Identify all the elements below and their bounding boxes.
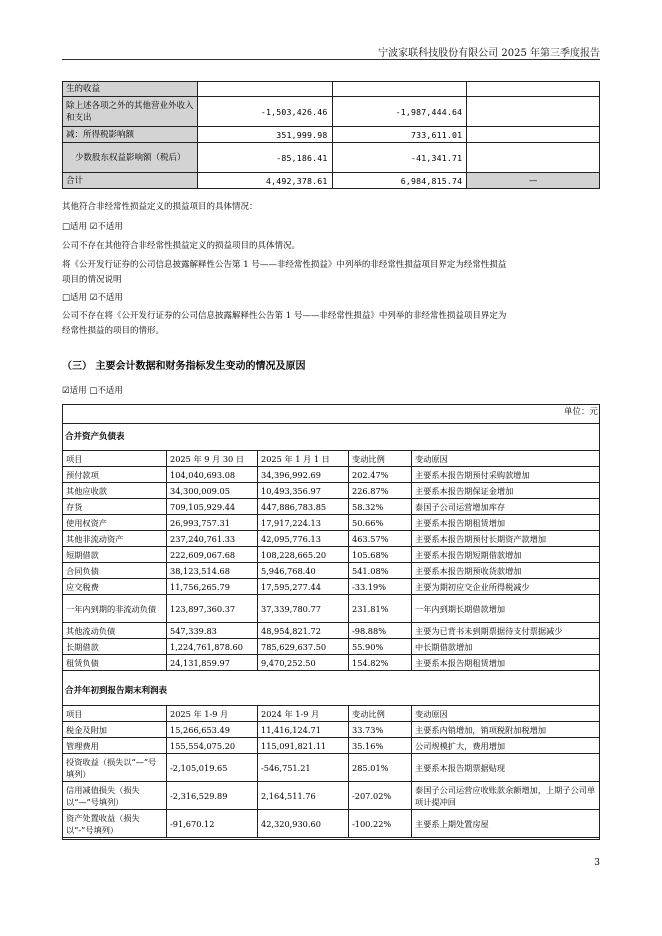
cell-value: -546,751.21 (258, 754, 349, 782)
balance-sheet-title: 合并资产负债表 (65, 432, 125, 442)
column-header: 变动原因 (412, 706, 600, 722)
table-row (63, 127, 600, 143)
row-label: 生的收益 (63, 82, 198, 97)
cell-item: 其他非流动资产 (63, 531, 167, 547)
table-row (63, 563, 600, 579)
row-label: 少数股东权益影响额（税后） (63, 143, 198, 173)
cell-ratio: 55.90% (349, 639, 412, 655)
row-note: — (467, 173, 600, 189)
income-statement-table (62, 705, 600, 838)
nonrecurring-table (62, 81, 600, 189)
cell-ratio: 226.87% (349, 483, 412, 499)
table-header-row (63, 451, 600, 467)
cell-reason: 中长期借款增加 (412, 639, 600, 655)
cell-value: 123,897,360.37 (167, 595, 258, 623)
table-row (63, 97, 600, 127)
cell-item: 其他应收款 (63, 483, 167, 499)
value-current: 4,492,378.61 (197, 173, 332, 189)
value-prior: 6,984,815.74 (332, 173, 467, 189)
column-header: 2025 年 9 月 30 日 (167, 451, 258, 467)
paragraph: 其他符合非经常性损益定义的损益项目的具体情况： (62, 202, 258, 212)
cell-value: 155,554,075.20 (167, 738, 258, 754)
cell-ratio: -33.19% (349, 579, 412, 595)
report-header-title: 宁波家联科技股份有限公司 2025 年第三季度报告 (378, 48, 600, 59)
cell-reason: 泰国子公司运营应收账款余额增加，上期子公司单项计提冲回 (412, 782, 600, 810)
table-row (63, 547, 600, 563)
cell-value: -2,105,019.65 (167, 754, 258, 782)
cell-item: 使用权资产 (63, 515, 167, 531)
column-header: 项目 (63, 706, 167, 722)
cell-value: 115,091,821.11 (258, 738, 349, 754)
cell-value: 222,609,067.68 (167, 547, 258, 563)
cell-ratio: 202.47% (349, 467, 412, 483)
table-row (63, 655, 600, 671)
cell-value: 1,224,761,878.60 (167, 639, 258, 655)
cell-ratio: -100.22% (349, 810, 412, 838)
row-note (467, 127, 600, 143)
cell-value: 104,040,693.08 (167, 467, 258, 483)
cell-value: 9,470,252.50 (258, 655, 349, 671)
row-label: 减：所得税影响额 (63, 127, 198, 143)
table-row (63, 639, 600, 655)
cell-ratio: 285.01% (349, 754, 412, 782)
cell-value: 11,756,265.79 (167, 579, 258, 595)
cell-ratio: 35.16% (349, 738, 412, 754)
value-prior (332, 82, 467, 97)
cell-reason: 主要系内销增加，销项税附加税增加 (412, 722, 600, 738)
table-row (63, 754, 600, 782)
row-label: 合计 (63, 173, 198, 189)
table-row (63, 143, 600, 173)
value-prior: 733,611.01 (332, 127, 467, 143)
paragraph: 经常性损益的项目的情形。 (62, 326, 165, 336)
cell-item: 存货 (63, 499, 167, 515)
paragraph: 公司不存在将《公开发行证券的公司信息披露解释性公告第 1 号——非经常性损益》中列举的非经常性损益项目界定为 (62, 311, 507, 321)
cell-value: 785,629,637.50 (258, 639, 349, 655)
cell-item: 税金及附加 (63, 722, 167, 738)
table-row (63, 782, 600, 810)
table-row (63, 467, 600, 483)
applicability-checkbox-text: □适用 ☑不适用 (62, 222, 123, 232)
applicability-checkbox-text: □适用 ☑不适用 (62, 293, 123, 303)
paragraph: 公司不存在其他符合非经常性损益定义的损益项目的具体情况。 (62, 241, 301, 251)
cell-value: 709,105,929.44 (167, 499, 258, 515)
row-note (467, 97, 600, 127)
cell-value: 17,917,224.13 (258, 515, 349, 531)
table-row (63, 82, 600, 97)
cell-value: 237,240,761.33 (167, 531, 258, 547)
value-current: 351,999.98 (197, 127, 332, 143)
row-note (467, 82, 600, 97)
balance-sheet-table (62, 450, 600, 671)
table-row (63, 483, 600, 499)
cell-value: 34,396,992.69 (258, 467, 349, 483)
cell-value: 447,886,783.85 (258, 499, 349, 515)
header-divider (62, 59, 600, 60)
table-row (63, 531, 600, 547)
cell-item: 合同负债 (63, 563, 167, 579)
table-row (63, 579, 600, 595)
cell-value: 547,339.83 (167, 623, 258, 639)
cell-reason: 主要为期初应交企业所得税减少 (412, 579, 600, 595)
cell-reason: 主要为已背书未到期票据待支付票据减少 (412, 623, 600, 639)
cell-reason: 主要系本报告期预付长期资产款增加 (412, 531, 600, 547)
cell-ratio: 33.73% (349, 722, 412, 738)
cell-value: 11,416,124.71 (258, 722, 349, 738)
column-header: 项目 (63, 451, 167, 467)
cell-item: 投资收益（损失以“—”号填列） (63, 754, 167, 782)
cell-reason: 公司规模扩大，费用增加 (412, 738, 600, 754)
cell-ratio: -98.88% (349, 623, 412, 639)
cell-reason: 主要系本报告期租赁增加 (412, 655, 600, 671)
table-row (63, 623, 600, 639)
table-row (63, 595, 600, 623)
unit-label: 单位：元 (563, 407, 598, 417)
cell-ratio: 105.68% (349, 547, 412, 563)
cell-ratio: 541.08% (349, 563, 412, 579)
value-prior: -41,341.71 (332, 143, 467, 173)
table-header-row (63, 706, 600, 722)
cell-value: 15,266,653.49 (167, 722, 258, 738)
cell-value: 26,993,757.31 (167, 515, 258, 531)
value-current (197, 82, 332, 97)
cell-value: 108,228,665.20 (258, 547, 349, 563)
cell-reason: 主要系上期处置房屋 (412, 810, 600, 838)
cell-item: 一年内到期的非流动负债 (63, 595, 167, 623)
page-number: 3 (594, 858, 600, 868)
column-header: 变动比例 (349, 451, 412, 467)
cell-value: 5,946,768.40 (258, 563, 349, 579)
cell-item: 信用减值损失（损失以“—”号填列） (63, 782, 167, 810)
cell-value: 24,131,859.97 (167, 655, 258, 671)
cell-value: 48,954,821.72 (258, 623, 349, 639)
cell-ratio: 463.57% (349, 531, 412, 547)
cell-reason: 主要系本报告期预收货款增加 (412, 563, 600, 579)
cell-reason: 主要系本报告期租赁增加 (412, 515, 600, 531)
cell-value: 17,595,277.44 (258, 579, 349, 595)
cell-value: -91,670.12 (167, 810, 258, 838)
cell-value: 42,095,776.13 (258, 531, 349, 547)
cell-reason: 一年内到期长期借款增加 (412, 595, 600, 623)
cell-item: 资产处置收益（损失以“-”号填列） (63, 810, 167, 838)
column-header: 2024 年 1-9 月 (258, 706, 349, 722)
cell-reason: 泰国子公司运营增加库存 (412, 499, 600, 515)
cell-value: 2,164,511.76 (258, 782, 349, 810)
cell-item: 管理费用 (63, 738, 167, 754)
row-label: 除上述各项之外的其他营业外收入和支出 (63, 97, 198, 127)
table-row (63, 173, 600, 189)
paragraph: 项目的情况说明 (62, 275, 122, 285)
cell-item: 长期借款 (63, 639, 167, 655)
cell-value: 37,339,780.77 (258, 595, 349, 623)
paragraph: 将《公开发行证券的公司信息披露解释性公告第 1 号——非经常性损益》中列举的非经常性损益项目界定为经常性损益 (62, 260, 507, 270)
table-row (63, 499, 600, 515)
cell-ratio: 154.82% (349, 655, 412, 671)
cell-reason: 主要系本报告期预付采购款增加 (412, 467, 600, 483)
section-title: （三） 主要会计数据和财务指标发生变动的情况及原因 (62, 361, 306, 372)
table-row (63, 722, 600, 738)
cell-item: 短期借款 (63, 547, 167, 563)
column-header: 变动比例 (349, 706, 412, 722)
income-statement-title: 合并年初到报告期末利润表 (65, 686, 168, 696)
table-row (63, 515, 600, 531)
column-header: 变动原因 (412, 451, 600, 467)
applicability-checkbox-text: ☑适用 □不适用 (62, 386, 123, 396)
column-header: 2025 年 1-9 月 (167, 706, 258, 722)
cell-ratio: -207.02% (349, 782, 412, 810)
cell-reason: 主要系本报告期短期借款增加 (412, 547, 600, 563)
row-note (467, 143, 600, 173)
cell-item: 其他流动负债 (63, 623, 167, 639)
table-row (63, 738, 600, 754)
cell-item: 租赁负债 (63, 655, 167, 671)
cell-item: 预付款项 (63, 467, 167, 483)
cell-reason: 主要系本报告期票据贴现 (412, 754, 600, 782)
cell-reason: 主要系本报告期保证金增加 (412, 483, 600, 499)
cell-ratio: 231.81% (349, 595, 412, 623)
table-row (63, 810, 600, 838)
cell-value: 10,493,356.97 (258, 483, 349, 499)
value-current: -1,503,426.46 (197, 97, 332, 127)
cell-item: 应交税费 (63, 579, 167, 595)
value-prior: -1,987,444.64 (332, 97, 467, 127)
cell-value: 34,300,009.05 (167, 483, 258, 499)
divider (62, 423, 600, 424)
cell-value: -2,316,529.89 (167, 782, 258, 810)
value-current: -85,186.41 (197, 143, 332, 173)
column-header: 2025 年 1 月 1 日 (258, 451, 349, 467)
cell-value: 38,123,514.68 (167, 563, 258, 579)
cell-value: 42,320,930.60 (258, 810, 349, 838)
cell-ratio: 58.32% (349, 499, 412, 515)
cell-ratio: 50.66% (349, 515, 412, 531)
